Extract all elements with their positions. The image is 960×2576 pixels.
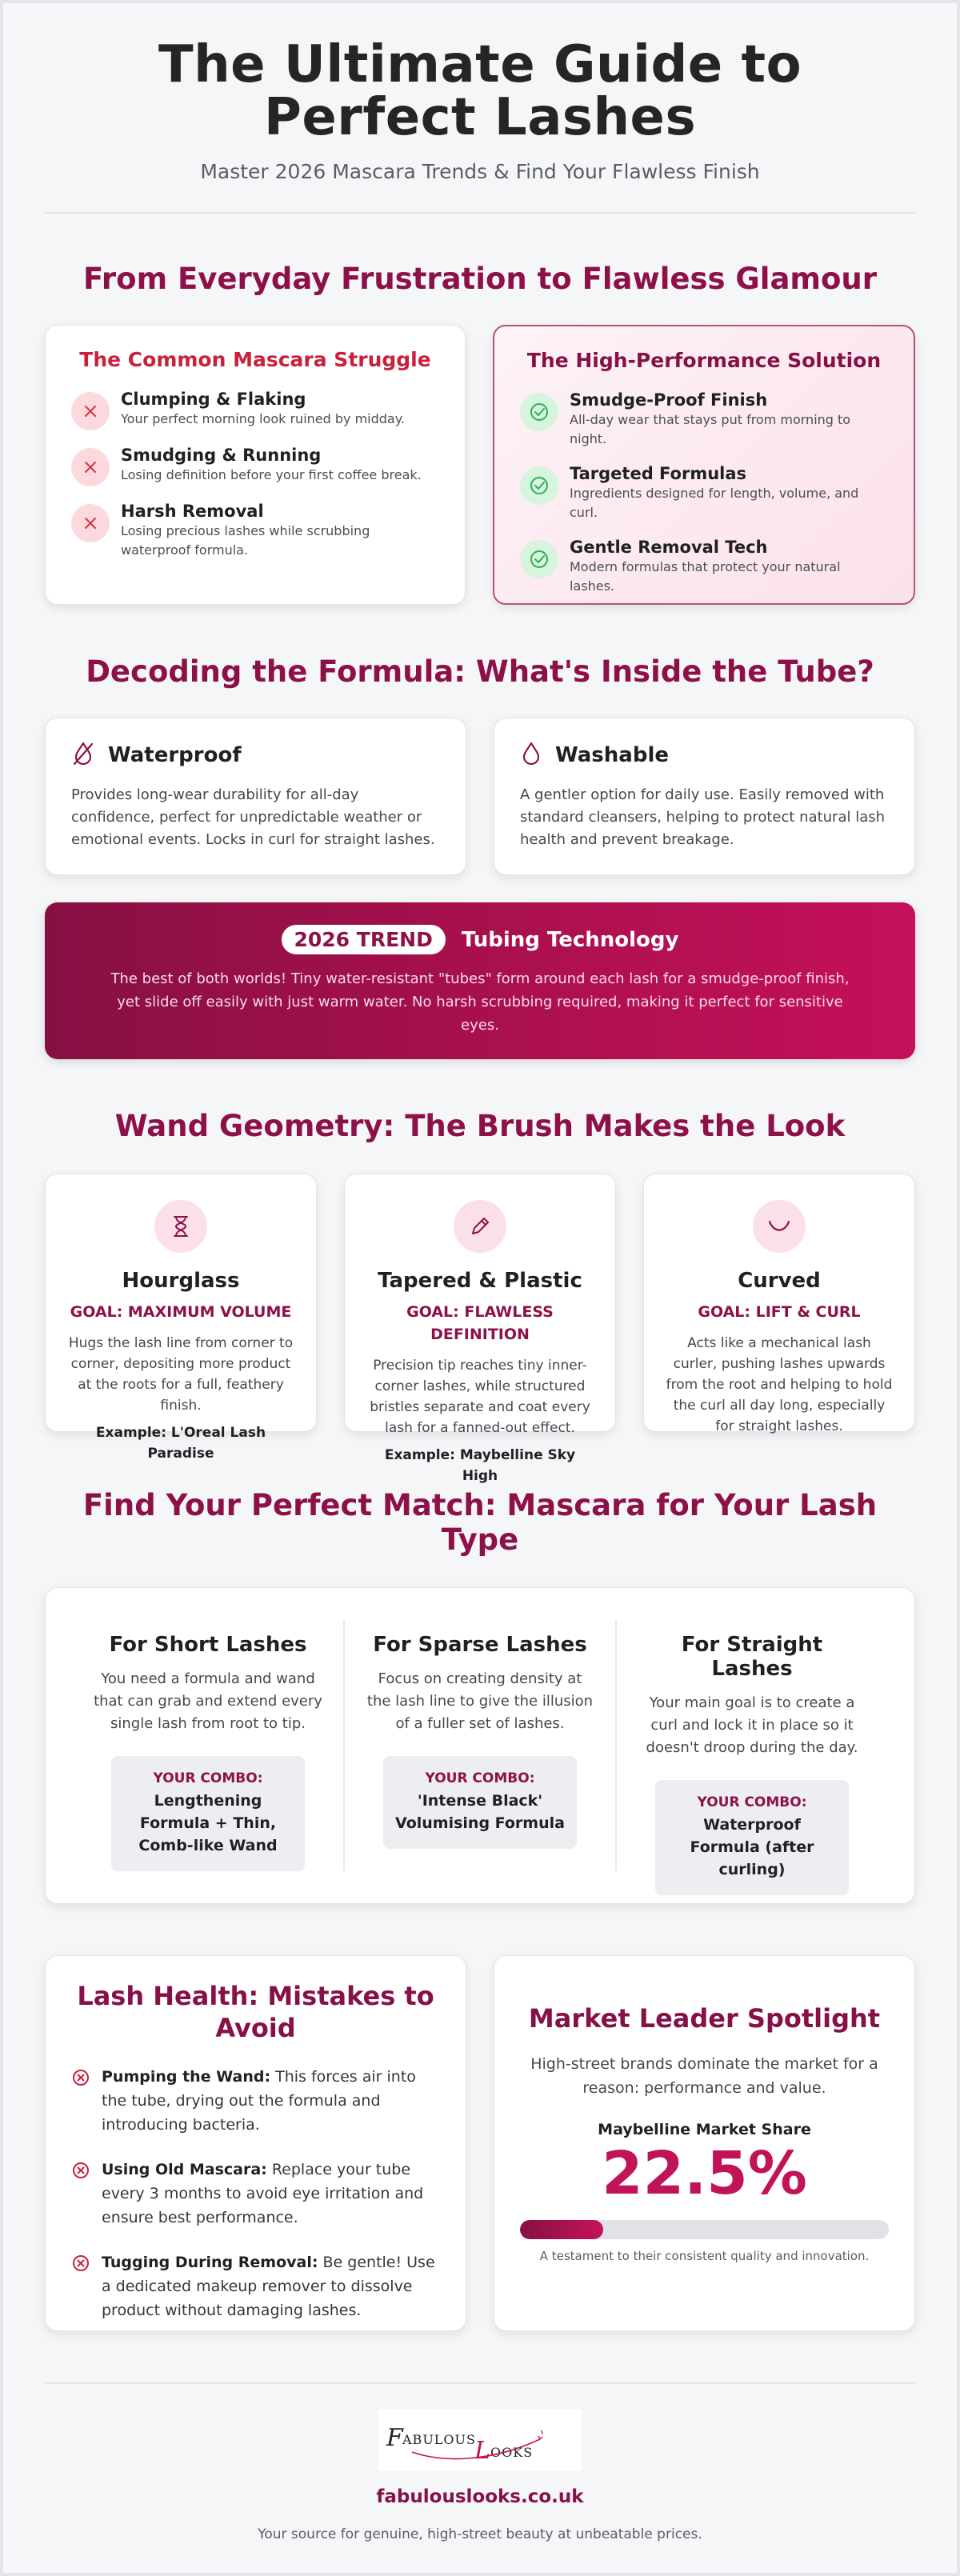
match-section-title: Find Your Perfect Match: Mascara for Your Lash Type	[82, 1488, 878, 1557]
combo-box	[655, 1780, 849, 1895]
mistake-title: Pumping the Wand:	[102, 2068, 271, 2086]
waterproof-card	[45, 718, 466, 875]
health-spotlight-row	[45, 1955, 915, 2331]
combo-value: 'Intense Black' Volumising Formula	[395, 1792, 565, 1832]
struggle-section-title: From Everyday Frustration to Flawless Glamour	[83, 262, 877, 296]
page-subtitle: Master 2026 Mascara Trends & Find Your Flawless Finish	[200, 160, 760, 183]
washable-card	[494, 718, 915, 875]
wand-card-curved	[643, 1174, 915, 1432]
svg-text:ABULOUS: ABULOUS	[402, 2432, 476, 2447]
spotlight-lead: High-street brands dominate the market for a reason: performance and value.	[530, 2055, 878, 2097]
wand-goal: GOAL: LIFT & CURL	[698, 1303, 861, 1321]
mistake-item	[71, 2065, 440, 2137]
wand-name: Hourglass	[122, 1269, 240, 1293]
lash-type-card	[45, 1587, 915, 1904]
mistake-text: Replace your tube every 3 months to avoid eye irritation and ensure best performance.	[102, 2161, 424, 2226]
hero	[45, 3, 915, 183]
brand-logo	[378, 2410, 582, 2470]
solution-heading: The High-Performance Solution	[526, 349, 882, 372]
lash-type-sparse	[343, 1620, 615, 1871]
solution-item-title: Gentle Removal Tech	[570, 538, 768, 557]
solution-item-title: Smudge-Proof Finish	[570, 390, 768, 410]
spotlight-title: Market Leader Spotlight	[528, 2003, 881, 2034]
market-share-label: Maybelline Market Share	[598, 2121, 811, 2138]
struggle-item-title: Harsh Removal	[121, 502, 264, 521]
wand-text: Acts like a mechanical lash curler, pushing lashes upwards from the root and helping to hold the curl all day long, especially for straight lashes.	[666, 1335, 893, 1434]
spotlight-note: A testament to their consistent quality and innovation.	[539, 2249, 870, 2263]
washable-text: A gentler option for daily use. Easily removed with standard cleansers, helping to protect natural lash health and prevent breakage.	[520, 786, 886, 848]
wand-section-title: Wand Geometry: The Brush Makes the Look	[114, 1109, 846, 1143]
waterproof-text: Provides long-wear durability for all-day confidence, perfect for unpredictable weather or emotional events. Locks in curl for straight lashes.	[71, 786, 435, 848]
check-icon	[520, 466, 558, 505]
wand-goal: GOAL: MAXIMUM VOLUME	[70, 1303, 292, 1321]
combo-box	[383, 1756, 577, 1849]
lash-type-text: You need a formula and wand that can grab and extend every single lash from root to tip.	[94, 1670, 322, 1732]
no-water-icon	[71, 741, 108, 770]
trend-banner	[45, 902, 915, 1059]
trend-badge: 2026 TREND	[282, 925, 446, 954]
mistake-title: Using Old Mascara:	[102, 2161, 267, 2178]
svg-text:F: F	[386, 2424, 403, 2452]
water-drop-icon	[520, 741, 555, 770]
struggle-item	[71, 389, 439, 430]
divider	[45, 212, 915, 214]
curve-icon	[753, 1200, 806, 1253]
lash-type-text: Your main goal is to create a curl and lock it in place so it doesn't droop during the day.	[646, 1694, 858, 1756]
lash-type-title: For Short Lashes	[109, 1633, 307, 1657]
x-icon	[71, 392, 110, 430]
mistake-text: This forces air into the tube, drying out the formula and introducing bacteria.	[102, 2068, 416, 2134]
health-title: Lash Health: Mistakes to Avoid	[77, 1981, 434, 2043]
struggle-solution-row	[45, 325, 915, 605]
solution-item	[520, 537, 888, 596]
wand-name: Curved	[738, 1269, 821, 1293]
lash-type-title: For Sparse Lashes	[373, 1633, 587, 1657]
combo-value: Lengthening Formula + Thin, Comb-like Wand	[138, 1792, 278, 1854]
solution-item-title: Targeted Formulas	[570, 464, 747, 483]
wand-card-hourglass	[45, 1174, 317, 1462]
lash-type-title: For Straight Lashes	[681, 1633, 823, 1681]
wand-card-tapered	[344, 1174, 616, 1484]
formula-row	[45, 718, 915, 875]
check-icon	[520, 393, 558, 431]
struggle-item-text: Losing precious lashes while scrubbing waterproof formula.	[121, 523, 370, 558]
page-title: The Ultimate Guide to Perfect Lashes	[158, 35, 802, 147]
wand-goal: GOAL: FLAWLESS DEFINITION	[406, 1303, 554, 1343]
washable-title: Washable	[555, 743, 669, 767]
market-share-bar	[520, 2220, 889, 2239]
trend-title: Tubing Technology	[461, 927, 679, 952]
solution-card	[493, 325, 915, 605]
mistake-text: Be gentle! Use a dedicated makeup remover to dissolve product without damaging lashes.	[102, 2254, 435, 2319]
wand-example: Example: L'Oreal Lash Paradise	[95, 1425, 266, 1462]
struggle-item	[71, 501, 439, 560]
market-share-bar-fill	[520, 2220, 603, 2239]
struggle-item-text: Losing definition before your first coffee break.	[121, 467, 422, 482]
svg-text:L: L	[474, 2437, 490, 2465]
formula-section-title: Decoding the Formula: What's Inside the Tube?	[86, 654, 874, 689]
trend-text: The best of both worlds! Tiny water-resistant "tubes" form around each lash for a smudge-proof finish, yet slide off easily with just warm water. No harsh scrubbing required, making it perfect for sensitive eyes.	[110, 970, 850, 1034]
x-circle-icon	[71, 2161, 90, 2180]
solution-item-text: All-day wear that stays put from morning to night.	[570, 412, 851, 446]
solution-item-text: Modern formulas that protect your natural lashes.	[570, 559, 841, 594]
x-icon	[71, 504, 110, 542]
wand-row	[45, 1174, 915, 1484]
wand-text: Precision tip reaches tiny inner-corner lashes, while structured bristles separate and coat every lash for a fanned-out effect.	[370, 1358, 590, 1436]
waterproof-title: Waterproof	[108, 743, 242, 767]
x-icon	[71, 448, 110, 486]
market-share-value: 22.5%	[602, 2139, 807, 2208]
health-card	[45, 1955, 466, 2331]
x-circle-icon	[71, 2254, 90, 2273]
footer-tagline: Your source for genuine, high-street beauty at unbeatable prices.	[258, 2526, 702, 2542]
site-link[interactable]: fabulouslooks.co.uk	[376, 2486, 584, 2507]
footer	[45, 2410, 915, 2542]
lash-type-straight	[615, 1620, 887, 1878]
combo-label: YOUR COMBO:	[153, 1770, 263, 1786]
pencil-icon	[454, 1200, 506, 1253]
wand-example: Example: Maybelline Sky High	[384, 1447, 576, 1484]
combo-value: Waterproof Formula (after curling)	[690, 1816, 814, 1878]
struggle-card	[45, 325, 466, 605]
combo-label: YOUR COMBO:	[425, 1770, 535, 1786]
struggle-item-text: Your perfect morning look ruined by midday.	[121, 411, 405, 426]
lash-type-short	[73, 1620, 343, 1871]
solution-item	[520, 390, 888, 449]
spotlight-card	[494, 1955, 915, 2331]
struggle-item-title: Smudging & Running	[121, 446, 322, 465]
combo-box	[111, 1756, 305, 1871]
x-circle-icon	[71, 2068, 90, 2087]
solution-item-text: Ingredients designed for length, volume, and curl.	[570, 486, 859, 520]
mistake-item	[71, 2158, 440, 2230]
lash-type-text: Focus on creating density at the lash line to give the illusion of a fuller set of lashes.	[366, 1670, 594, 1732]
svg-text:OOKS: OOKS	[490, 2445, 534, 2460]
struggle-heading: The Common Mascara Struggle	[79, 348, 431, 371]
check-icon	[520, 540, 558, 578]
solution-item	[520, 463, 888, 522]
struggle-item-title: Clumping & Flaking	[121, 390, 306, 409]
wand-name: Tapered & Plastic	[378, 1269, 582, 1293]
struggle-item	[71, 445, 439, 486]
hourglass-icon	[154, 1200, 207, 1253]
wand-text: Hugs the lash line from corner to corner, depositing more product at the roots for a full, feathery finish.	[68, 1335, 294, 1414]
mistake-item	[71, 2250, 440, 2322]
divider	[45, 2382, 915, 2384]
mistake-title: Tugging During Removal:	[102, 2254, 318, 2271]
combo-label: YOUR COMBO:	[697, 1794, 807, 1810]
